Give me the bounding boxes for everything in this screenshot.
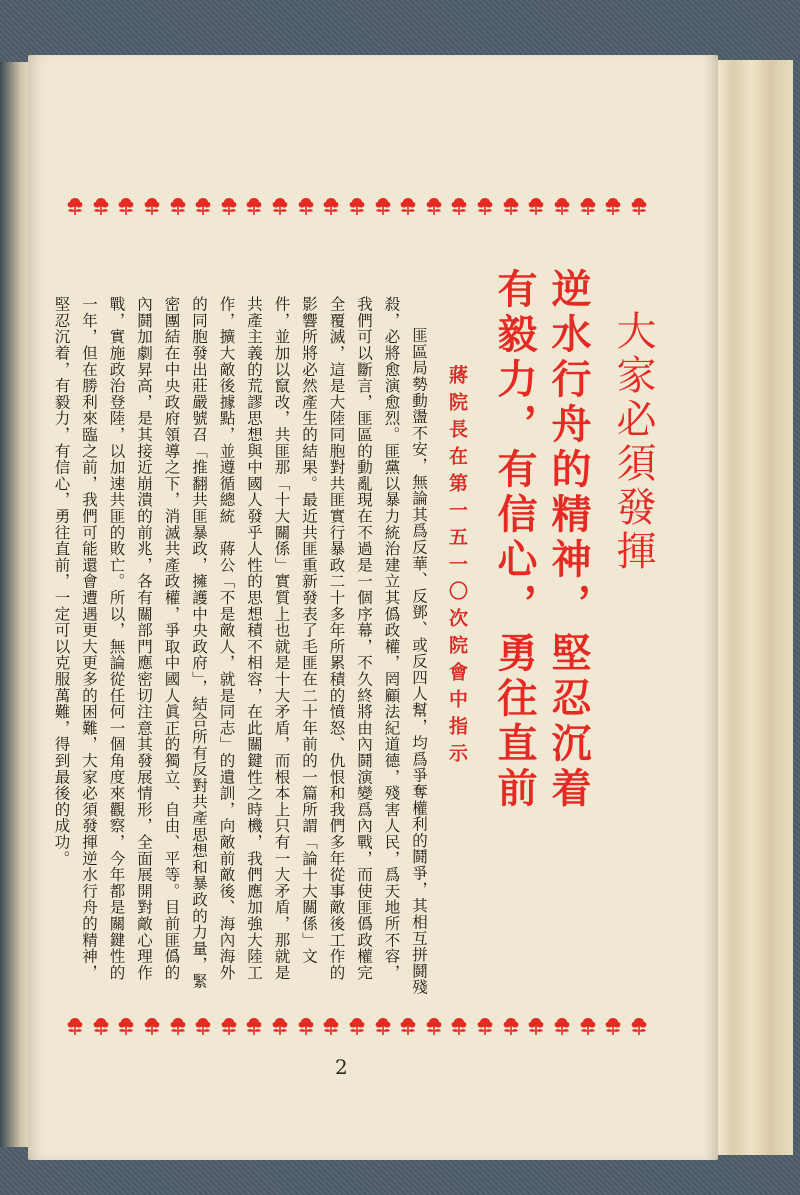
article-title-line-2: 有毅力，有信心， (491, 268, 537, 628)
flower-ornament-icon (476, 197, 494, 217)
flower-ornament-icon (194, 197, 212, 217)
page-number: 2 (335, 1055, 348, 1079)
flower-ornament-icon (527, 1017, 545, 1037)
flower-ornament-icon (117, 197, 135, 217)
flower-ornament-icon (143, 1017, 161, 1037)
flower-ornament-icon (194, 1017, 212, 1037)
flower-ornament-icon (579, 1017, 597, 1037)
flower-ornament-icon (117, 1017, 135, 1037)
flower-ornament-icon (374, 197, 392, 217)
flower-ornament-icon (245, 197, 263, 217)
flower-ornament-icon (630, 197, 648, 217)
flower-ornament-icon (348, 197, 366, 217)
article-body (52, 296, 432, 996)
flower-ornament-icon (502, 197, 520, 217)
flower-ornament-icon (297, 1017, 315, 1037)
flower-ornament-icon (553, 197, 571, 217)
flower-ornament-icon (322, 1017, 340, 1037)
article-title-line-3: 堅忍沉着 (545, 632, 591, 812)
flower-ornament-icon (271, 197, 289, 217)
flower-ornament-icon (92, 1017, 110, 1037)
flower-ornament-icon (169, 197, 187, 217)
flower-ornament-icon (450, 1017, 468, 1037)
flower-ornament-icon (425, 1017, 443, 1037)
ornament-border-top (66, 196, 648, 218)
flower-ornament-icon (604, 197, 622, 217)
flower-ornament-icon (502, 1017, 520, 1037)
flower-ornament-icon (476, 1017, 494, 1037)
flower-ornament-icon (579, 197, 597, 217)
flower-ornament-icon (245, 1017, 263, 1037)
article-subtitle: 大家必須發揮 (610, 310, 656, 574)
flower-ornament-icon (66, 1017, 84, 1037)
flower-ornament-icon (399, 197, 417, 217)
flower-ornament-icon (143, 197, 161, 217)
article-paragraph: 匪區局勢動盪不安，無論其爲反華、反鄧、或反四人幫，均爲爭奪權利的鬪爭，其相互拼鬪殘殺，必將愈演愈烈。匪黨以暴力統治建立其僞政權，罔顧法紀道德，殘害人民，爲天地所不容，我們可以斷言，匪區的動亂現在不過是一個序幕，不久終將由內鬪演變爲內戰，而使匪僞政權完全覆滅，這是大陸同胞對共匪實行暴政二十多年所累積的憤怒、仇恨和我們多年從事敵後工作的影響所將必然產生的結果。最近共匪重新發表了毛匪在二十年前的一篇所謂「論十大關係」文件，並加以竄改，共匪那「十大關係」實質上也就是十大矛盾，而根本上只有一大矛盾，那就是共產主義的荒謬思想與中國人發乎人性的思想積不相容，在此關鍵性之時機，我們應加強大陸工作，擴大敵後據點，並遵循總統 蔣公「不是敵人，就是同志」的遺訓，向敵前敵後、海內海外的同胞發出莊嚴號召「推翻共匪暴政，擁護中央政府」，結合所有反對共產思想和暴政的力量，緊密團結在中央政府領導之下，消滅共產政權，爭取中國人眞正的獨立、自由、平等。目前匪僞的內鬪加劇昇高，是其接近崩潰的前兆，各有關部門應密切注意其發展情形，全面展開對敵心理作戰，實施政治登陸，以加速共匪的敗亡。所以，無論從任何一個角度來觀察，今年都是關鍵性的一年，但在勝利來臨之前，我們可能還會遭遇更大更多的困難，大家必須發揮逆水行舟的精神，堅忍沉着，有毅力，有信心，勇往直前，一定可以克服萬難，得到最後的成功。 (52, 296, 428, 996)
flower-ornament-icon (297, 197, 315, 217)
article-title-line-1: 逆水行舟的精神， (545, 268, 591, 628)
flower-ornament-icon (169, 1017, 187, 1037)
flower-ornament-icon (425, 197, 443, 217)
flower-ornament-icon (348, 1017, 366, 1037)
flower-ornament-icon (66, 197, 84, 217)
flower-ornament-icon (92, 197, 110, 217)
flower-ornament-icon (630, 1017, 648, 1037)
flower-ornament-icon (553, 1017, 571, 1037)
flower-ornament-icon (604, 1017, 622, 1037)
flower-ornament-icon (220, 1017, 238, 1037)
flower-ornament-icon (220, 197, 238, 217)
flower-ornament-icon (399, 1017, 417, 1037)
flower-ornament-icon (374, 1017, 392, 1037)
flower-ornament-icon (271, 1017, 289, 1037)
flower-ornament-icon (322, 197, 340, 217)
flower-ornament-icon (450, 197, 468, 217)
ornament-border-bottom (66, 1016, 648, 1038)
article-byline: 蔣院長在第一五一〇次院會中指示 (446, 365, 468, 770)
flower-ornament-icon (527, 197, 545, 217)
article-title-line-4: 勇往直前 (491, 632, 537, 812)
